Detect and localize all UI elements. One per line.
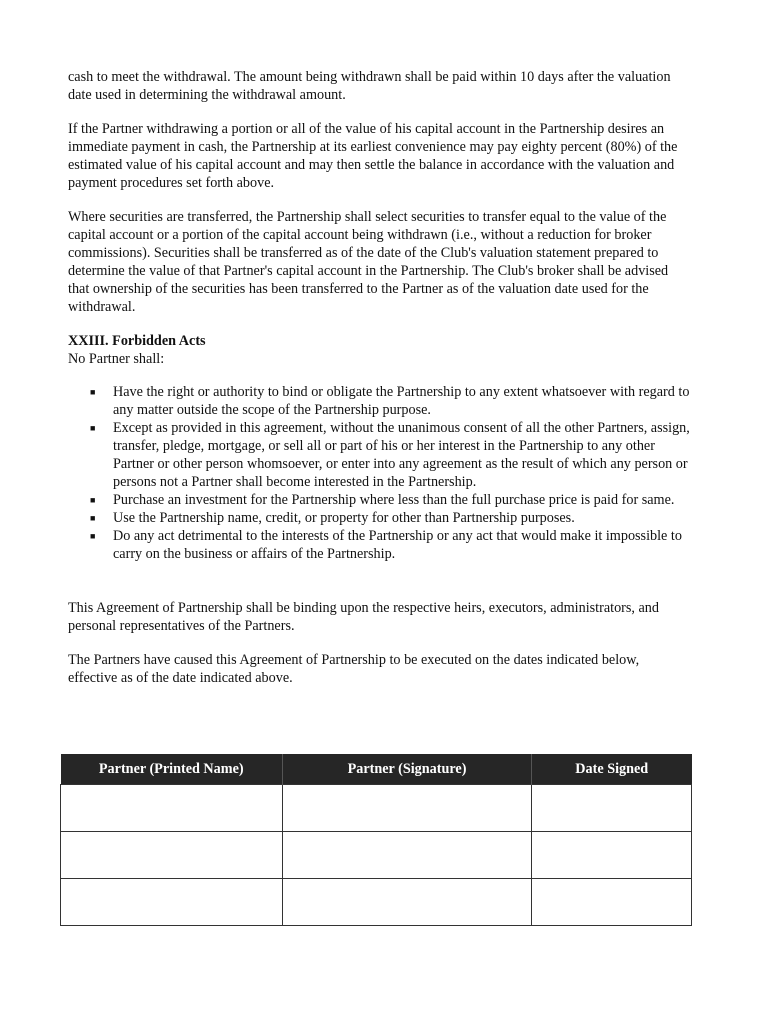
- signature-cell[interactable]: [283, 785, 532, 832]
- bullet-icon: ■: [90, 531, 96, 541]
- section-heading: XXIII. Forbidden Acts: [68, 333, 206, 349]
- header-date-signed: Date Signed: [532, 754, 692, 785]
- list-item-text: Except as provided in this agreement, without the unanimous consent of all the other Partners, assign, transfer, pledge, mortgage, or sell all or part of his or her interest in the Partnership to any other Partner or other person whomsoever, or enter into any agreement as the result of which any person or persons not a Partner shall become interested in the Partnership.: [113, 420, 690, 490]
- forbidden-acts-list: [68, 383, 692, 563]
- paragraph-withdrawal-cash: cash to meet the withdrawal. The amount being withdrawn shall be paid within 10 days after the valuation date used in determining the withdrawal amount.: [68, 69, 671, 103]
- section-intro: No Partner shall:: [68, 351, 165, 367]
- date-signed-cell[interactable]: [532, 879, 692, 926]
- header-signature: Partner (Signature): [283, 754, 532, 785]
- list-item-text: Do any act detrimental to the interests of the Partnership or any act that would make it impossible to carry on the business or affairs of the Partnership.: [113, 528, 682, 562]
- printed-name-cell[interactable]: [61, 832, 283, 879]
- bullet-icon: ■: [90, 513, 96, 523]
- list-item: [90, 509, 692, 527]
- bullet-icon: ■: [90, 387, 96, 397]
- bullet-icon: ■: [90, 495, 96, 505]
- list-item-text: Purchase an investment for the Partnership where less than the full purchase price is paid for same.: [113, 492, 675, 508]
- paragraph-execution: The Partners have caused this Agreement of Partnership to be executed on the dates indicated below, effective as of the date indicated above.: [68, 652, 640, 686]
- table-row: [61, 832, 692, 879]
- table-row: [61, 879, 692, 926]
- list-item: [90, 383, 692, 419]
- paragraph-immediate-payment: If the Partner withdrawing a portion or all of the value of his capital account in the Partnership desires an immediate payment in cash, the Partnership at its earliest convenience may pay eighty percent (80%) of the estimated value of his capital account and may then settle the balance in accordance with the valuation and payment procedures set forth above.: [68, 121, 678, 191]
- bullet-icon: ■: [90, 423, 96, 433]
- list-item: [90, 419, 692, 491]
- paragraph-binding: This Agreement of Partnership shall be binding upon the respective heirs, executors, administrators, and personal representatives of the Partners.: [68, 600, 659, 634]
- spacer: [68, 563, 692, 599]
- date-signed-cell[interactable]: [532, 832, 692, 879]
- signature-cell[interactable]: [283, 832, 532, 879]
- header-printed-name: Partner (Printed Name): [61, 754, 283, 785]
- signature-cell[interactable]: [283, 879, 532, 926]
- list-item: [90, 527, 692, 563]
- signature-table-header: [61, 754, 692, 785]
- date-signed-cell[interactable]: [532, 785, 692, 832]
- paragraph-securities-transfer: Where securities are transferred, the Partnership shall select securities to transfer equal to the value of the capital account or a portion of the capital account being withdrawn (i.e., without a reduction for broker commissions). Securities shall be transferred as of the date of the Club's valuation statement prepared to determine the value of that Partner's capital account in the Partnership. The Club's broker shall be advised that ownership of the securities has been transferred to the Partner as of the valuation date used for the withdrawal.: [68, 209, 669, 315]
- document-page: [68, 68, 692, 703]
- printed-name-cell[interactable]: [61, 785, 283, 832]
- table-row: [61, 785, 692, 832]
- list-item: [90, 491, 692, 509]
- list-item-text: Use the Partnership name, credit, or property for other than Partnership purposes.: [113, 510, 575, 526]
- printed-name-cell[interactable]: [61, 879, 283, 926]
- list-item-text: Have the right or authority to bind or obligate the Partnership to any extent whatsoever with regard to any matter outside the scope of the Partnership purpose.: [113, 384, 690, 418]
- signature-table: [60, 754, 692, 926]
